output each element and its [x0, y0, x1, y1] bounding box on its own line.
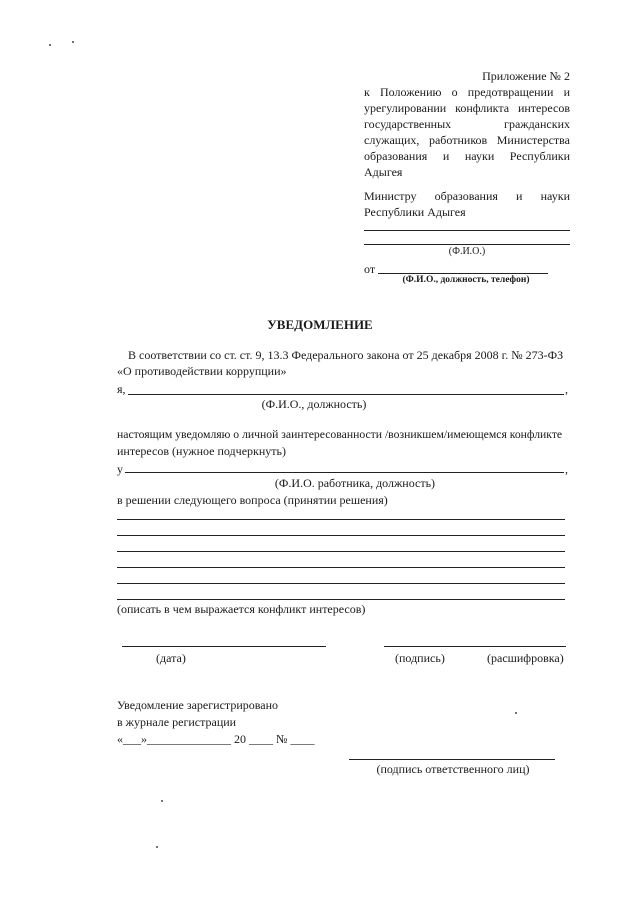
date-hint: (дата) — [156, 651, 186, 665]
date-blank-line[interactable] — [122, 646, 326, 647]
signature-hint: (подпись) — [395, 651, 445, 665]
body-text: интересов (нужное подчеркнуть) — [117, 444, 286, 458]
u-fio-blank-line[interactable] — [125, 472, 564, 473]
appendix-title: Приложение № 2 — [482, 69, 570, 83]
scan-speck — [161, 800, 163, 802]
i-hint: (Ф.И.О., должность) — [261, 397, 367, 411]
appendix-line: служащих, работников Министерства — [364, 133, 570, 147]
answer-line[interactable] — [117, 519, 565, 520]
appendix-line: урегулировании конфликта интересов — [364, 101, 570, 115]
body-text: «О противодействии коррупции» — [117, 364, 287, 378]
answer-line[interactable] — [117, 583, 565, 584]
u-comma: , — [565, 462, 568, 476]
signature-blank-line[interactable] — [384, 646, 566, 647]
responsible-signature-line[interactable] — [349, 759, 555, 760]
scan-speck — [49, 44, 51, 46]
u-label: у — [117, 462, 123, 476]
document-title: УВЕДОМЛЕНИЕ — [267, 317, 373, 332]
fio-blank-line[interactable] — [364, 244, 570, 245]
scan-speck — [515, 712, 517, 714]
addressee-blank-line[interactable] — [364, 230, 570, 231]
registration-block — [117, 697, 314, 748]
i-comma: , — [565, 382, 568, 396]
appendix-block — [364, 68, 570, 180]
appendix-line: государственных гражданских — [364, 117, 570, 131]
scan-speck — [156, 846, 158, 848]
appendix-line: Адыгея — [364, 165, 403, 179]
addressee-line: Министру образования и науки — [364, 189, 570, 203]
registration-line: Уведомление зарегистрировано — [117, 698, 278, 712]
answer-line[interactable] — [117, 535, 565, 536]
from-hint: (Ф.И.О., должность, телефон) — [402, 275, 530, 285]
registration-line: «___»______________ 20 ____ № ____ — [117, 732, 315, 746]
i-label: я, — [117, 382, 126, 396]
body-text: в решении следующего вопроса (принятии решения) — [117, 493, 388, 507]
answer-line[interactable] — [117, 599, 565, 600]
appendix-line: образования и науки Республики — [364, 149, 570, 163]
decoding-hint: (расшифровка) — [487, 651, 564, 665]
appendix-line: к Положению о предотвращении и — [364, 85, 570, 99]
addressee-block — [364, 188, 570, 220]
from-label: от — [364, 262, 376, 276]
i-fio-blank-line[interactable] — [128, 394, 564, 395]
from-blank-line[interactable] — [378, 273, 548, 274]
answer-line[interactable] — [117, 551, 565, 552]
answer-line[interactable] — [117, 567, 565, 568]
responsible-hint: (подпись ответственного лиц) — [376, 762, 530, 776]
registration-line: в журнале регистрации — [117, 715, 237, 729]
describe-hint: (описать в чем выражается конфликт интересов) — [117, 602, 366, 616]
body-text: настоящим уведомляю о личной заинтересованности /возникшем/имеющемся конфликте — [117, 428, 563, 441]
fio-hint: (Ф.И.О.) — [448, 246, 486, 257]
u-hint: (Ф.И.О. работника, должность) — [274, 476, 436, 490]
addressee-line: Республики Адыгея — [364, 205, 466, 219]
scan-speck — [72, 41, 74, 43]
body-text: В соответствии со ст. ст. 9, 13.3 Федерального закона от 25 декабря 2008 г. № 273-ФЗ — [128, 348, 564, 362]
